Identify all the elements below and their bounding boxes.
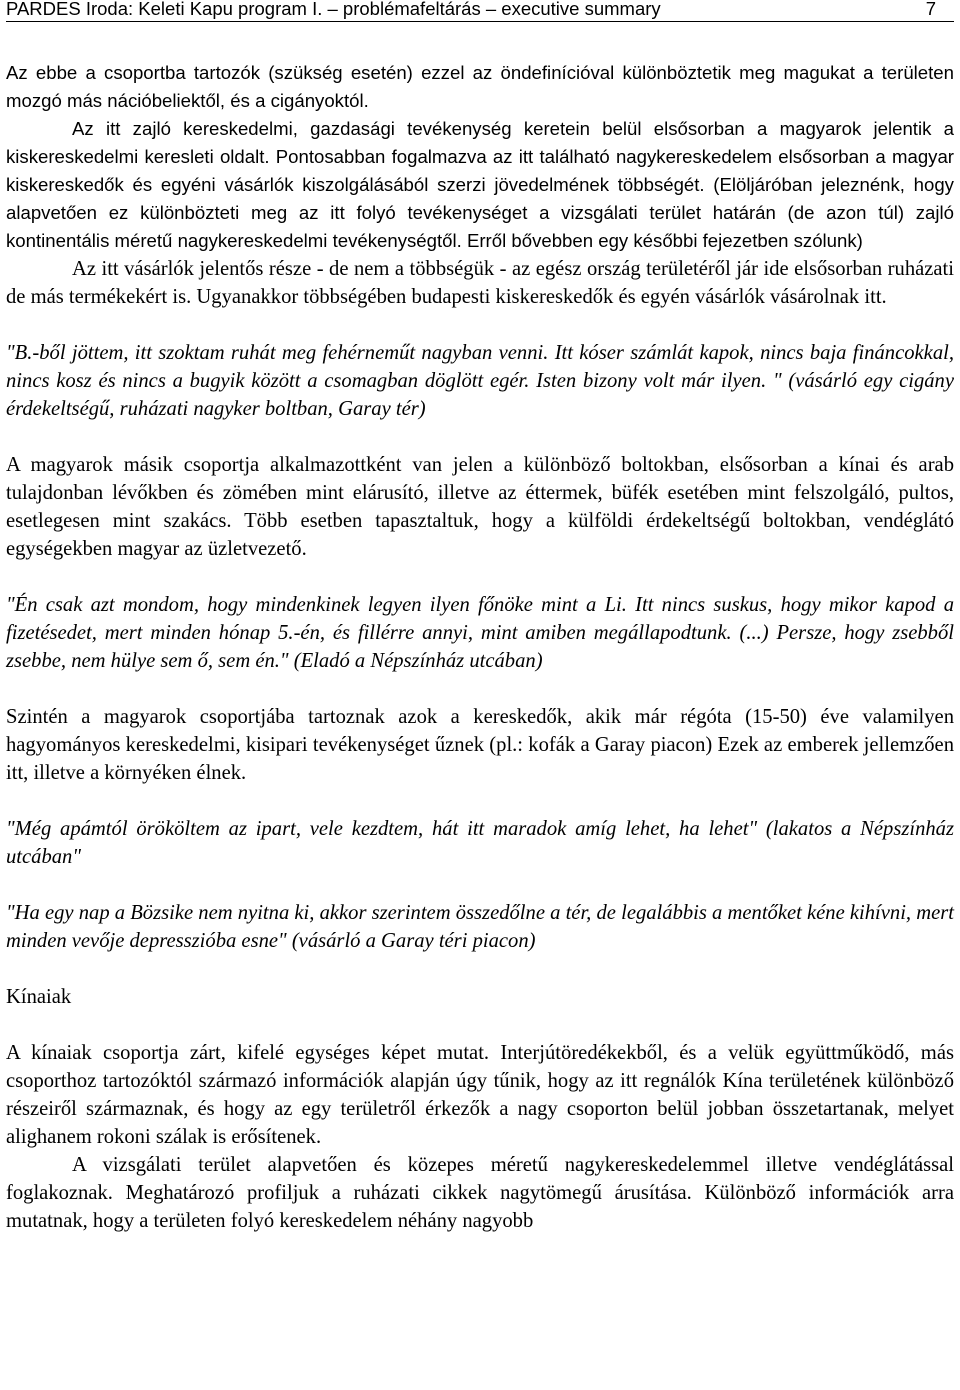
page-header	[6, 0, 954, 22]
paragraph-chinese-group: A kínaiak csoportja zárt, kifelé egységes képet mutat. Interjútöredékekből, és a velük együttműködő, más csoporthoz tartozóktól származó információk alapján úgy tűnik, hogy az itt regnálók Kína területének különböző részeiről származnak, és hogy az egy területről érkezők a nagy csoporton belül jobban összetartanak, melyet alighanem rokoni szálak is erősítenek.	[6, 1042, 954, 1148]
paragraph-buyers-local: Ugyanakkor többségében budapesti kiskereskedők és egyén vásárlók vásárolnak itt.	[191, 286, 887, 308]
page-number: 7	[925, 0, 936, 19]
paragraph-chinese-trade: A vizsgálati terület alapvetően és közepes méretű nagykereskedelemmel illetve vendéglátással foglakoznak. Meghatározó profiljuk a ruházati cikkek nagytömegű árusítása. Különböző információk arra mutatnak, hogy a területen folyó kereskedelem néhány nagyobb	[6, 1154, 954, 1232]
paragraph-commerce-ref: Erről bővebben egy későbbi fejezetben szólunk)	[461, 230, 863, 251]
paragraph-group-definition: Az ebbe a csoportba tartozók (szükség esetén) ezzel az öndefinícióval különböztetik meg magukat a területen mozgó más nációbeliektől, és a cigányoktól.	[6, 62, 954, 111]
paragraph-buyers-main: Az itt vásárlók jelentős része - de nem a többségük - az egész ország területéről jár ide elsősorban ruházati de más termékekért is.	[6, 258, 954, 308]
quote-locksmith: "Még apámtól örököltem az ipart, vele kezdtem, hát itt maradok amíg lehet, ha lehet" (lakatos a Népszínház utcában"	[6, 818, 954, 868]
document-page	[6, 0, 954, 1235]
paragraph-commerce-main: Az itt zajló kereskedelmi, gazdasági tevékenység keretein belül elsősorban a magyarok jelentik a kiskereskedelmi keresleti oldalt. Pontosabban fogalmazva az itt található nagykereskedelem elsősorban a magyar kiskereskedők és egyéni vásárlók kiszolgálásából szerzi jövedelmének többségét.	[6, 118, 954, 195]
paragraph-buyers	[6, 255, 954, 311]
quote-seller-li: "Én csak azt mondom, hogy mindenkinek legyen ilyen főnöke mint a Li. Itt nincs suskus, hogy mikor kapod a fizetésedet, mert minden hónap 5.-én, és fillérre annyi, mint amiben megállapodtunk. (...) Persze, hogy zsebből zsebbe, nem hülye sem ő, sem én." (Eladó a Népszínház utcában)	[6, 594, 954, 672]
quote-market-buyer: "Ha egy nap a Bözsike nem nyitna ki, akkor szerintem összedőlne a tér, de legalábbis a mentőket kéne kihívni, mert minden vevője depresszióba esne" (vásárló a Garay téri piacon)	[6, 902, 954, 952]
quote-buyer-b: "B.-ből jöttem, itt szoktam ruhát meg fehérneműt nagyban venni. Itt kóser számlát kapok, nincs baja fináncokkal, nincs kosz és nincs a bugyik között a csomagban döglött egér. Isten bizony volt már ilyen. " (vásárló egy cigány érdekeltségű, ruházati nagyker boltban, Garay tér)	[6, 342, 954, 420]
paragraph-traditional-traders: Szintén a magyarok csoportjába tartoznak azok a kereskedők, akik már régóta (15-50) éve valamilyen hagyományos kereskedelmi, kisipari tevékenységet űznek (pl.: kofák a Garay piacon) Ezek az emberek jellemzően itt, illetve a környéken élnek.	[6, 706, 954, 784]
paragraph-commerce	[6, 115, 954, 255]
header-title: PARDES Iroda: Keleti Kapu program I. – problémafeltárás – executive summary	[6, 0, 661, 19]
section-heading-chinese: Kínaiak	[6, 986, 72, 1008]
paragraph-employees: A magyarok másik csoportja alkalmazottként van jelen a különböző boltokban, elsősorban a kínai és arab tulajdonban lévőkben és zömében mint elárusító, illetve az éttermek, büfék esetében mint felszolgáló, pultos, esetlegesen mint szakács. Több esetben tapasztaltuk, hogy a külföldi érdekeltségű boltokban, vendéglátó egységekben magyar az üzletvezető.	[6, 454, 954, 560]
paragraph-commerce-note: (Elöljáróban jeleznénk, hogy alapvetően ez különbözteti meg az itt folyó tevékenységet a vizsgálati terület határán (de azon túl) zajló kontinentális méretű nagykereskedelmi tevékenységtől.	[6, 174, 954, 251]
